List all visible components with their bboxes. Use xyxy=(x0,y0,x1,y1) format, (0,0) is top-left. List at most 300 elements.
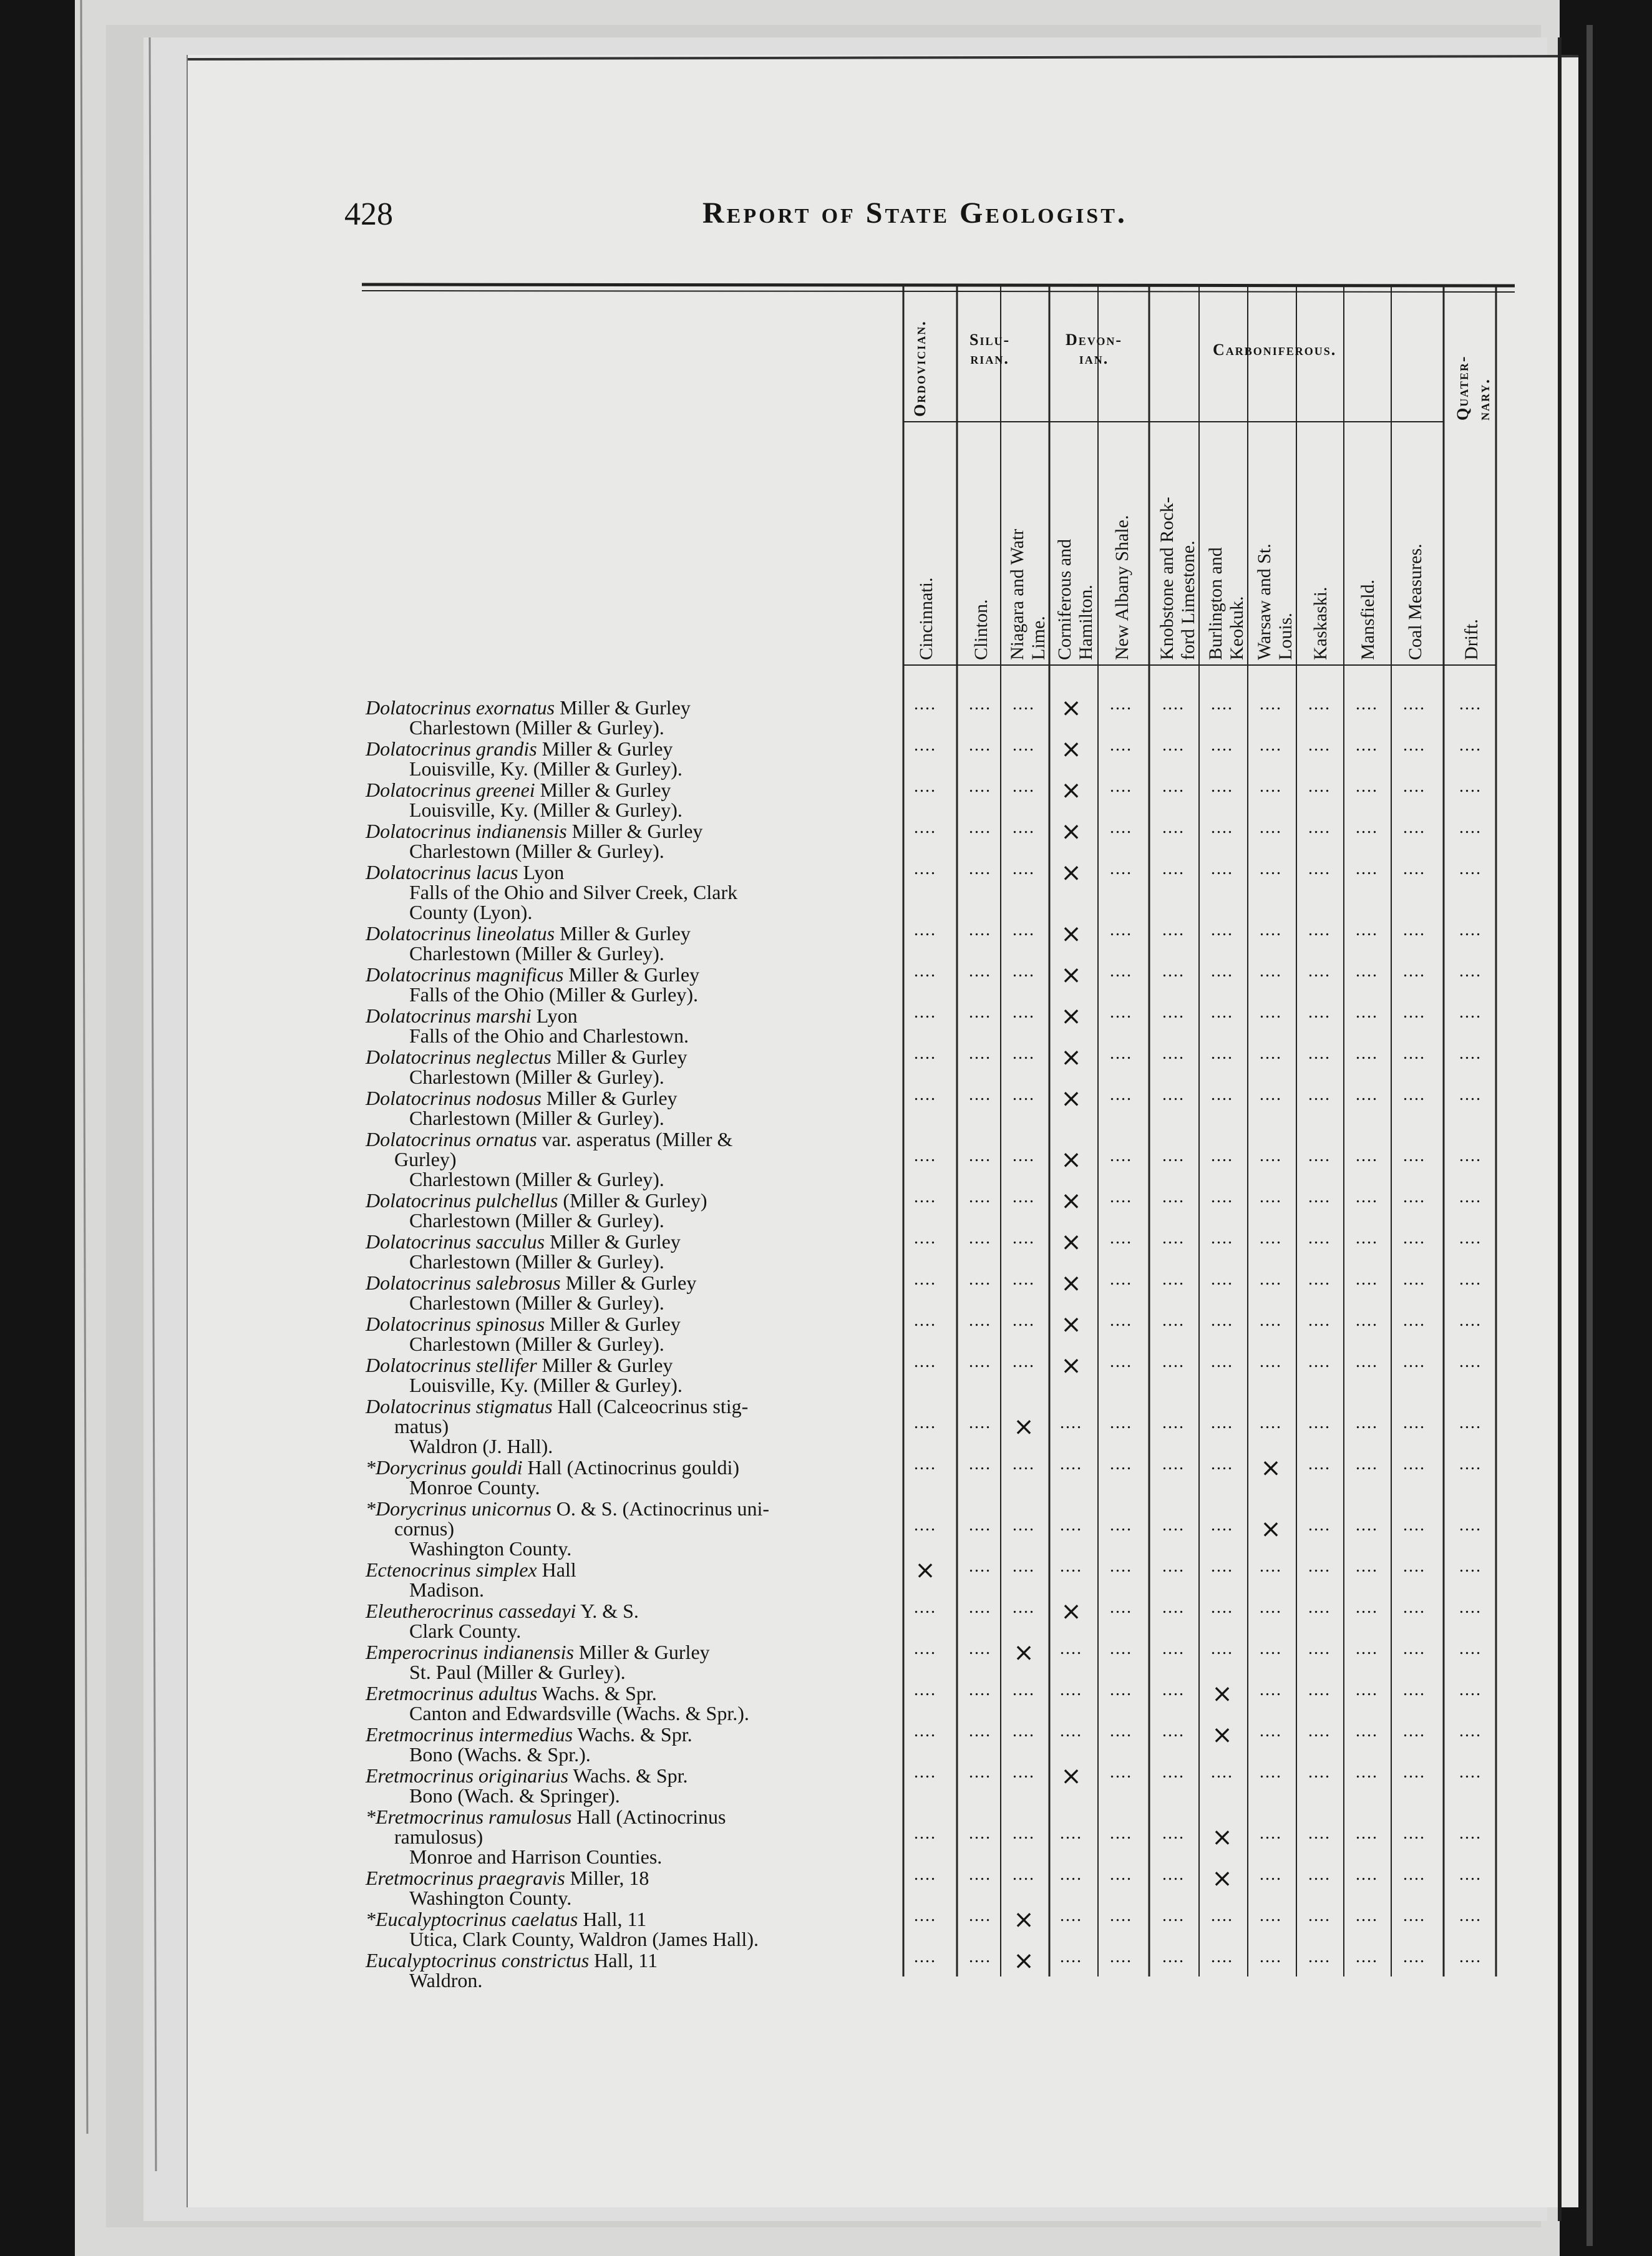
empty-cell-dots: .... xyxy=(1110,1515,1132,1535)
empty-cell-dots: .... xyxy=(1110,1085,1132,1104)
empty-cell-dots: .... xyxy=(1356,777,1378,796)
column-header-dri: Drift. xyxy=(1461,619,1482,660)
empty-cell-dots: .... xyxy=(1110,1824,1132,1843)
author: Miller & Gurley xyxy=(537,737,673,760)
empty-cell-dots: .... xyxy=(1110,1906,1132,1925)
empty-cell-dots: .... xyxy=(1403,694,1426,714)
empty-cell-dots: .... xyxy=(1403,1515,1426,1535)
page-number: 428 xyxy=(344,197,393,232)
occurrence-mark: × xyxy=(1013,1638,1034,1667)
empty-cell-dots: .... xyxy=(1110,818,1132,837)
locality: St. Paul (Miller & Gurley). xyxy=(409,1661,626,1683)
occurrence-mark: × xyxy=(1061,1310,1082,1339)
empty-cell-dots: .... xyxy=(1403,1557,1426,1576)
empty-cell-dots: .... xyxy=(1211,1762,1233,1782)
author: Miller & Gurley xyxy=(566,820,703,842)
empty-cell-dots: .... xyxy=(1459,1228,1482,1248)
species-name: *Dorycrinus unicornus xyxy=(366,1497,551,1520)
group-label-quaternary: Quater- nary. xyxy=(1454,355,1493,421)
empty-cell-dots: .... xyxy=(1308,1598,1331,1617)
empty-cell-dots: .... xyxy=(1308,1515,1331,1535)
empty-cell-dots: .... xyxy=(1211,1515,1233,1535)
empty-cell-dots: .... xyxy=(1162,1003,1185,1022)
empty-cell-dots: .... xyxy=(1110,1044,1132,1063)
empty-cell-dots: .... xyxy=(914,1413,936,1432)
empty-cell-dots: .... xyxy=(1260,777,1282,796)
empty-cell-dots: .... xyxy=(1308,1947,1331,1967)
empty-cell-dots: .... xyxy=(1110,1598,1132,1617)
empty-cell-dots: .... xyxy=(1356,1454,1378,1474)
species-name: Dolatocrinus greenei xyxy=(366,779,535,801)
empty-cell-dots: .... xyxy=(1308,961,1331,981)
empty-cell-dots: .... xyxy=(1211,961,1233,981)
empty-cell-dots: .... xyxy=(1308,920,1331,940)
empty-cell-dots: .... xyxy=(1162,1598,1185,1617)
empty-cell-dots: .... xyxy=(1403,1721,1426,1741)
empty-cell-dots: .... xyxy=(1459,1003,1482,1022)
empty-cell-dots: .... xyxy=(1162,1515,1185,1535)
empty-cell-dots: .... xyxy=(1260,1228,1282,1248)
species-name: Eucalyptocrinus constrictus xyxy=(366,1949,590,1972)
empty-cell-dots: .... xyxy=(1162,1824,1185,1843)
document-page xyxy=(192,55,1576,2207)
empty-cell-dots: .... xyxy=(1013,1515,1035,1535)
empty-cell-dots: .... xyxy=(969,961,991,981)
empty-cell-dots: .... xyxy=(1260,1680,1282,1699)
empty-cell-dots: .... xyxy=(1459,1187,1482,1207)
occurrence-mark: × xyxy=(1212,1864,1233,1893)
locality: Monroe County. xyxy=(409,1476,540,1499)
empty-cell-dots: .... xyxy=(1356,1947,1378,1967)
empty-cell-dots: .... xyxy=(914,1762,936,1782)
species-name: Dolatocrinus sacculus xyxy=(366,1230,545,1253)
empty-cell-dots: .... xyxy=(914,1824,936,1843)
empty-cell-dots: .... xyxy=(1356,736,1378,755)
empty-cell-dots: .... xyxy=(914,859,936,878)
empty-cell-dots: .... xyxy=(969,818,991,837)
empty-cell-dots: .... xyxy=(1459,1044,1482,1063)
empty-cell-dots: .... xyxy=(1060,1906,1082,1925)
empty-cell-dots: .... xyxy=(1403,818,1426,837)
column-header-bur: Burlington and Keokuk. xyxy=(1205,547,1247,660)
empty-cell-dots: .... xyxy=(1459,736,1482,755)
empty-cell-dots: .... xyxy=(1308,1824,1331,1843)
empty-cell-dots: .... xyxy=(1162,777,1185,796)
empty-cell-dots: .... xyxy=(1260,1085,1282,1104)
rule-line xyxy=(362,291,1515,292)
locality: Charlestown (Miller & Gurley). xyxy=(409,716,664,739)
empty-cell-dots: .... xyxy=(969,1639,991,1658)
empty-cell-dots: .... xyxy=(1308,1187,1331,1207)
locality: Canton and Edwardsville (Wachs. & Spr.). xyxy=(409,1702,749,1724)
empty-cell-dots: .... xyxy=(1403,1454,1426,1474)
empty-cell-dots: .... xyxy=(1260,1413,1282,1432)
empty-cell-dots: .... xyxy=(1013,1228,1035,1248)
occurrence-mark: × xyxy=(1061,1351,1082,1380)
empty-cell-dots: .... xyxy=(1110,920,1132,940)
species-name: Eretmocrinus intermedius xyxy=(366,1723,573,1746)
empty-cell-dots: .... xyxy=(1013,1270,1035,1289)
empty-cell-dots: .... xyxy=(1110,736,1132,755)
empty-cell-dots: .... xyxy=(1308,1085,1331,1104)
empty-cell-dots: .... xyxy=(969,694,991,714)
empty-cell-dots: .... xyxy=(1110,1454,1132,1474)
empty-cell-dots: .... xyxy=(1260,694,1282,714)
empty-cell-dots: .... xyxy=(969,1228,991,1248)
empty-cell-dots: .... xyxy=(1308,1003,1331,1022)
empty-cell-dots: .... xyxy=(1162,1044,1185,1063)
empty-cell-dots: .... xyxy=(1356,818,1378,837)
empty-cell-dots: .... xyxy=(1403,920,1426,940)
locality: Waldron. xyxy=(409,1969,483,1991)
empty-cell-dots: .... xyxy=(1162,1639,1185,1658)
occurrence-mark: × xyxy=(1061,1187,1082,1215)
empty-cell-dots: .... xyxy=(1403,1187,1426,1207)
occurrence-mark: × xyxy=(1061,1228,1082,1257)
empty-cell-dots: .... xyxy=(1110,859,1132,878)
empty-cell-dots: .... xyxy=(1211,1270,1233,1289)
empty-cell-dots: .... xyxy=(1013,1454,1035,1474)
empty-cell-dots: .... xyxy=(1356,1515,1378,1535)
empty-cell-dots: .... xyxy=(1459,694,1482,714)
empty-cell-dots: .... xyxy=(1162,1906,1185,1925)
locality: Washington County. xyxy=(409,1887,572,1909)
empty-cell-dots: .... xyxy=(969,1352,991,1371)
empty-cell-dots: .... xyxy=(969,1146,991,1165)
empty-cell-dots: .... xyxy=(969,1187,991,1207)
column-header-cor: Corniferous and Hamilton. xyxy=(1054,538,1096,660)
empty-cell-dots: .... xyxy=(1308,1454,1331,1474)
empty-cell-dots: .... xyxy=(1403,1003,1426,1022)
empty-cell-dots: .... xyxy=(1356,1311,1378,1330)
empty-cell-dots: .... xyxy=(1110,1352,1132,1371)
empty-cell-dots: .... xyxy=(1459,1721,1482,1741)
empty-cell-dots: .... xyxy=(1211,1639,1233,1658)
empty-cell-dots: .... xyxy=(1110,1146,1132,1165)
empty-cell-dots: .... xyxy=(1459,1824,1482,1843)
species-name: Dolatocrinus salebrosus xyxy=(366,1271,561,1294)
empty-cell-dots: .... xyxy=(1356,1639,1378,1658)
empty-cell-dots: .... xyxy=(1403,859,1426,878)
name-continuation: matus) xyxy=(394,1415,449,1437)
species-name: Dolatocrinus grandis xyxy=(366,737,537,760)
empty-cell-dots: .... xyxy=(1356,1352,1378,1371)
empty-cell-dots: .... xyxy=(1162,736,1185,755)
empty-cell-dots: .... xyxy=(1013,1557,1035,1576)
empty-cell-dots: .... xyxy=(1211,859,1233,878)
empty-cell-dots: .... xyxy=(914,1270,936,1289)
empty-cell-dots: .... xyxy=(969,1906,991,1925)
empty-cell-dots: .... xyxy=(1013,1085,1035,1104)
empty-cell-dots: .... xyxy=(1260,1824,1282,1843)
empty-cell-dots: .... xyxy=(1110,961,1132,981)
empty-cell-dots: .... xyxy=(1459,1413,1482,1432)
locality: Waldron (J. Hall). xyxy=(409,1435,553,1457)
page-title: Report of State Geologist. xyxy=(702,197,1127,230)
empty-cell-dots: .... xyxy=(1110,1311,1132,1330)
column-header-nas: New Albany Shale. xyxy=(1112,515,1132,660)
species-name: Dolatocrinus lacus xyxy=(366,861,518,883)
empty-cell-dots: .... xyxy=(914,1454,936,1474)
empty-cell-dots: .... xyxy=(914,1598,936,1617)
empty-cell-dots: .... xyxy=(1260,1311,1282,1330)
empty-cell-dots: .... xyxy=(1356,859,1378,878)
species-name: Emperocrinus indianensis xyxy=(366,1641,574,1663)
locality: Washington County. xyxy=(409,1537,572,1560)
empty-cell-dots: .... xyxy=(1308,1146,1331,1165)
author: Miller & Gurley xyxy=(541,1087,678,1109)
empty-cell-dots: .... xyxy=(1211,1187,1233,1207)
empty-cell-dots: .... xyxy=(1260,736,1282,755)
empty-cell-dots: .... xyxy=(1013,1762,1035,1782)
locality: Charlestown (Miller & Gurley). xyxy=(409,1107,664,1129)
empty-cell-dots: .... xyxy=(1403,1228,1426,1248)
column-header-kno: Knobstone and Rock- ford Limestone. xyxy=(1157,497,1198,660)
empty-cell-dots: .... xyxy=(969,777,991,796)
empty-cell-dots: .... xyxy=(1162,818,1185,837)
empty-cell-dots: .... xyxy=(1403,1146,1426,1165)
empty-cell-dots: .... xyxy=(1060,1947,1082,1967)
group-label-2: Devon- ian. xyxy=(1066,331,1123,367)
empty-cell-dots: .... xyxy=(1162,1085,1185,1104)
empty-cell-dots: .... xyxy=(1459,961,1482,981)
empty-cell-dots: .... xyxy=(1459,1680,1482,1699)
occurrence-mark: × xyxy=(1061,1002,1082,1031)
empty-cell-dots: .... xyxy=(1162,1865,1185,1884)
empty-cell-dots: .... xyxy=(1356,1044,1378,1063)
species-name: Dolatocrinus spinosus xyxy=(366,1313,545,1335)
empty-cell-dots: .... xyxy=(1260,1146,1282,1165)
column-header-cin: Cincinnati. xyxy=(916,577,936,660)
empty-cell-dots: .... xyxy=(1260,1003,1282,1022)
empty-cell-dots: .... xyxy=(1403,736,1426,755)
empty-cell-dots: .... xyxy=(1211,1598,1233,1617)
species-name: Eretmocrinus adultus xyxy=(366,1682,538,1704)
empty-cell-dots: .... xyxy=(1110,1003,1132,1022)
empty-cell-dots: .... xyxy=(1060,1639,1082,1658)
author: O. & S. (Actinocrinus uni- xyxy=(551,1497,770,1520)
empty-cell-dots: .... xyxy=(1013,1003,1035,1022)
empty-cell-dots: .... xyxy=(1162,920,1185,940)
species-name: Eleutherocrinus cassedayi xyxy=(366,1600,576,1622)
empty-cell-dots: .... xyxy=(1459,1906,1482,1925)
empty-cell-dots: .... xyxy=(1162,859,1185,878)
empty-cell-dots: .... xyxy=(1459,1270,1482,1289)
empty-cell-dots: .... xyxy=(1060,1824,1082,1843)
author: Miller & Gurley xyxy=(535,779,671,801)
empty-cell-dots: .... xyxy=(914,1906,936,1925)
empty-cell-dots: .... xyxy=(969,1413,991,1432)
empty-cell-dots: .... xyxy=(1459,1762,1482,1782)
empty-cell-dots: .... xyxy=(969,1515,991,1535)
empty-cell-dots: .... xyxy=(1459,1557,1482,1576)
empty-cell-dots: .... xyxy=(969,1762,991,1782)
empty-cell-dots: .... xyxy=(969,1598,991,1617)
empty-cell-dots: .... xyxy=(914,694,936,714)
locality: Falls of the Ohio (Miller & Gurley). xyxy=(409,983,699,1006)
empty-cell-dots: .... xyxy=(969,1311,991,1330)
empty-cell-dots: .... xyxy=(1356,1187,1378,1207)
locality: Clark County. xyxy=(409,1620,522,1642)
empty-cell-dots: .... xyxy=(1162,1187,1185,1207)
empty-cell-dots: .... xyxy=(969,1454,991,1474)
empty-cell-dots: .... xyxy=(1060,1721,1082,1741)
empty-cell-dots: .... xyxy=(1013,1044,1035,1063)
empty-cell-dots: .... xyxy=(1308,1352,1331,1371)
author: Lyon xyxy=(531,1004,578,1027)
empty-cell-dots: .... xyxy=(1260,1557,1282,1576)
author: Y. & S. xyxy=(576,1600,639,1622)
empty-cell-dots: .... xyxy=(914,736,936,755)
empty-cell-dots: .... xyxy=(1060,1680,1082,1699)
empty-cell-dots: .... xyxy=(1403,1824,1426,1843)
empty-cell-dots: .... xyxy=(1403,1598,1426,1617)
empty-cell-dots: .... xyxy=(1162,1352,1185,1371)
empty-cell-dots: .... xyxy=(1211,1003,1233,1022)
species-name: Eretmocrinus praegravis xyxy=(366,1867,565,1889)
empty-cell-dots: .... xyxy=(969,1557,991,1576)
occurrence-mark: × xyxy=(1061,735,1082,764)
empty-cell-dots: .... xyxy=(1060,1557,1082,1576)
occurrence-mark: × xyxy=(1013,1412,1034,1441)
empty-cell-dots: .... xyxy=(914,1187,936,1207)
empty-cell-dots: .... xyxy=(1308,1044,1331,1063)
empty-cell-dots: .... xyxy=(1110,1639,1132,1658)
empty-cell-dots: .... xyxy=(1308,777,1331,796)
occurrence-mark: × xyxy=(1061,1084,1082,1113)
occurrence-mark: × xyxy=(1013,1947,1034,1975)
species-name: Dolatocrinus magnificus xyxy=(366,963,564,986)
empty-cell-dots: .... xyxy=(1459,1598,1482,1617)
species-name: Dolatocrinus lineolatus xyxy=(366,922,555,945)
empty-cell-dots: .... xyxy=(1110,1762,1132,1782)
empty-cell-dots: .... xyxy=(1308,1680,1331,1699)
empty-cell-dots: .... xyxy=(1356,1146,1378,1165)
empty-cell-dots: .... xyxy=(914,818,936,837)
name-continuation: ramulosus) xyxy=(394,1826,483,1848)
empty-cell-dots: .... xyxy=(1260,1721,1282,1741)
group-label-3: Carboniferous. xyxy=(1213,341,1337,359)
empty-cell-dots: .... xyxy=(1403,1311,1426,1330)
author: Wachs. & Spr. xyxy=(537,1682,657,1704)
empty-cell-dots: .... xyxy=(914,1311,936,1330)
empty-cell-dots: .... xyxy=(1403,1270,1426,1289)
empty-cell-dots: .... xyxy=(969,1003,991,1022)
empty-cell-dots: .... xyxy=(1013,1146,1035,1165)
empty-cell-dots: .... xyxy=(1060,1515,1082,1535)
empty-cell-dots: .... xyxy=(1211,920,1233,940)
empty-cell-dots: .... xyxy=(1013,1824,1035,1843)
empty-cell-dots: .... xyxy=(1013,694,1035,714)
empty-cell-dots: .... xyxy=(1110,1187,1132,1207)
empty-cell-dots: .... xyxy=(1459,920,1482,940)
occurrence-mark: × xyxy=(1260,1454,1281,1482)
empty-cell-dots: .... xyxy=(1013,961,1035,981)
empty-cell-dots: .... xyxy=(1308,1721,1331,1741)
empty-cell-dots: .... xyxy=(1459,1146,1482,1165)
author: Hall xyxy=(537,1558,576,1581)
empty-cell-dots: .... xyxy=(1403,961,1426,981)
empty-cell-dots: .... xyxy=(1110,1228,1132,1248)
empty-cell-dots: .... xyxy=(1110,1413,1132,1432)
locality: Charlestown (Miller & Gurley). xyxy=(409,942,664,965)
occurrence-mark: × xyxy=(1061,817,1082,846)
empty-cell-dots: .... xyxy=(1060,1865,1082,1884)
species-name: Dolatocrinus stellifer xyxy=(366,1354,537,1376)
empty-cell-dots: .... xyxy=(1356,694,1378,714)
empty-cell-dots: .... xyxy=(914,1085,936,1104)
empty-cell-dots: .... xyxy=(1013,736,1035,755)
empty-cell-dots: .... xyxy=(969,1270,991,1289)
locality: Bono (Wachs. & Spr.). xyxy=(409,1743,591,1766)
locality: Charlestown (Miller & Gurley). xyxy=(409,1250,664,1273)
empty-cell-dots: .... xyxy=(914,1721,936,1741)
column-header-war: Warsaw and St. Louis. xyxy=(1254,543,1296,660)
occurrence-mark: × xyxy=(1061,1145,1082,1174)
empty-cell-dots: .... xyxy=(1356,1721,1378,1741)
occurrence-mark: × xyxy=(1061,694,1082,722)
locality: Charlestown (Miller & Gurley). xyxy=(409,1333,664,1355)
species-name: Dolatocrinus neglectus xyxy=(366,1046,551,1068)
empty-cell-dots: .... xyxy=(914,1515,936,1535)
empty-cell-dots: .... xyxy=(1211,1557,1233,1576)
empty-cell-dots: .... xyxy=(914,1639,936,1658)
fossil-distribution-table xyxy=(192,55,1576,2207)
author: Hall, 11 xyxy=(578,1908,647,1930)
occurrence-mark: × xyxy=(1212,1823,1233,1852)
empty-cell-dots: .... xyxy=(1356,1680,1378,1699)
occurrence-mark: × xyxy=(1061,858,1082,887)
empty-cell-dots: .... xyxy=(1013,818,1035,837)
name-continuation: Gurley) xyxy=(394,1148,457,1170)
empty-cell-dots: .... xyxy=(1162,1947,1185,1967)
locality: Charlestown (Miller & Gurley). xyxy=(409,1066,664,1088)
empty-cell-dots: .... xyxy=(1013,1680,1035,1699)
empty-cell-dots: .... xyxy=(1308,694,1331,714)
empty-cell-dots: .... xyxy=(914,1680,936,1699)
occurrence-mark: × xyxy=(1061,776,1082,805)
empty-cell-dots: .... xyxy=(914,961,936,981)
group-label-1: Silu- rian. xyxy=(969,331,1011,367)
occurrence-mark: × xyxy=(1061,1762,1082,1791)
rule-line xyxy=(362,284,1515,286)
empty-cell-dots: .... xyxy=(1211,1352,1233,1371)
locality: Falls of the Ohio and Charlestown. xyxy=(409,1024,689,1047)
empty-cell-dots: .... xyxy=(1403,1352,1426,1371)
empty-cell-dots: .... xyxy=(1110,1721,1132,1741)
empty-cell-dots: .... xyxy=(1356,1003,1378,1022)
empty-cell-dots: .... xyxy=(1013,920,1035,940)
empty-cell-dots: .... xyxy=(1211,1228,1233,1248)
species-name: Dolatocrinus exornatus xyxy=(366,696,555,719)
empty-cell-dots: .... xyxy=(1211,818,1233,837)
empty-cell-dots: .... xyxy=(1356,1865,1378,1884)
empty-cell-dots: .... xyxy=(1308,1228,1331,1248)
author: Miller & Gurley xyxy=(563,963,700,986)
empty-cell-dots: .... xyxy=(969,1044,991,1063)
empty-cell-dots: .... xyxy=(1110,1680,1132,1699)
empty-cell-dots: .... xyxy=(914,1003,936,1022)
empty-cell-dots: .... xyxy=(1356,1557,1378,1576)
empty-cell-dots: .... xyxy=(1403,1085,1426,1104)
empty-cell-dots: .... xyxy=(1162,694,1185,714)
empty-cell-dots: .... xyxy=(1060,1454,1082,1474)
empty-cell-dots: .... xyxy=(1260,1044,1282,1063)
empty-cell-dots: .... xyxy=(1260,1598,1282,1617)
empty-cell-dots: .... xyxy=(1110,1865,1132,1884)
empty-cell-dots: .... xyxy=(1403,1413,1426,1432)
empty-cell-dots: .... xyxy=(1459,1865,1482,1884)
